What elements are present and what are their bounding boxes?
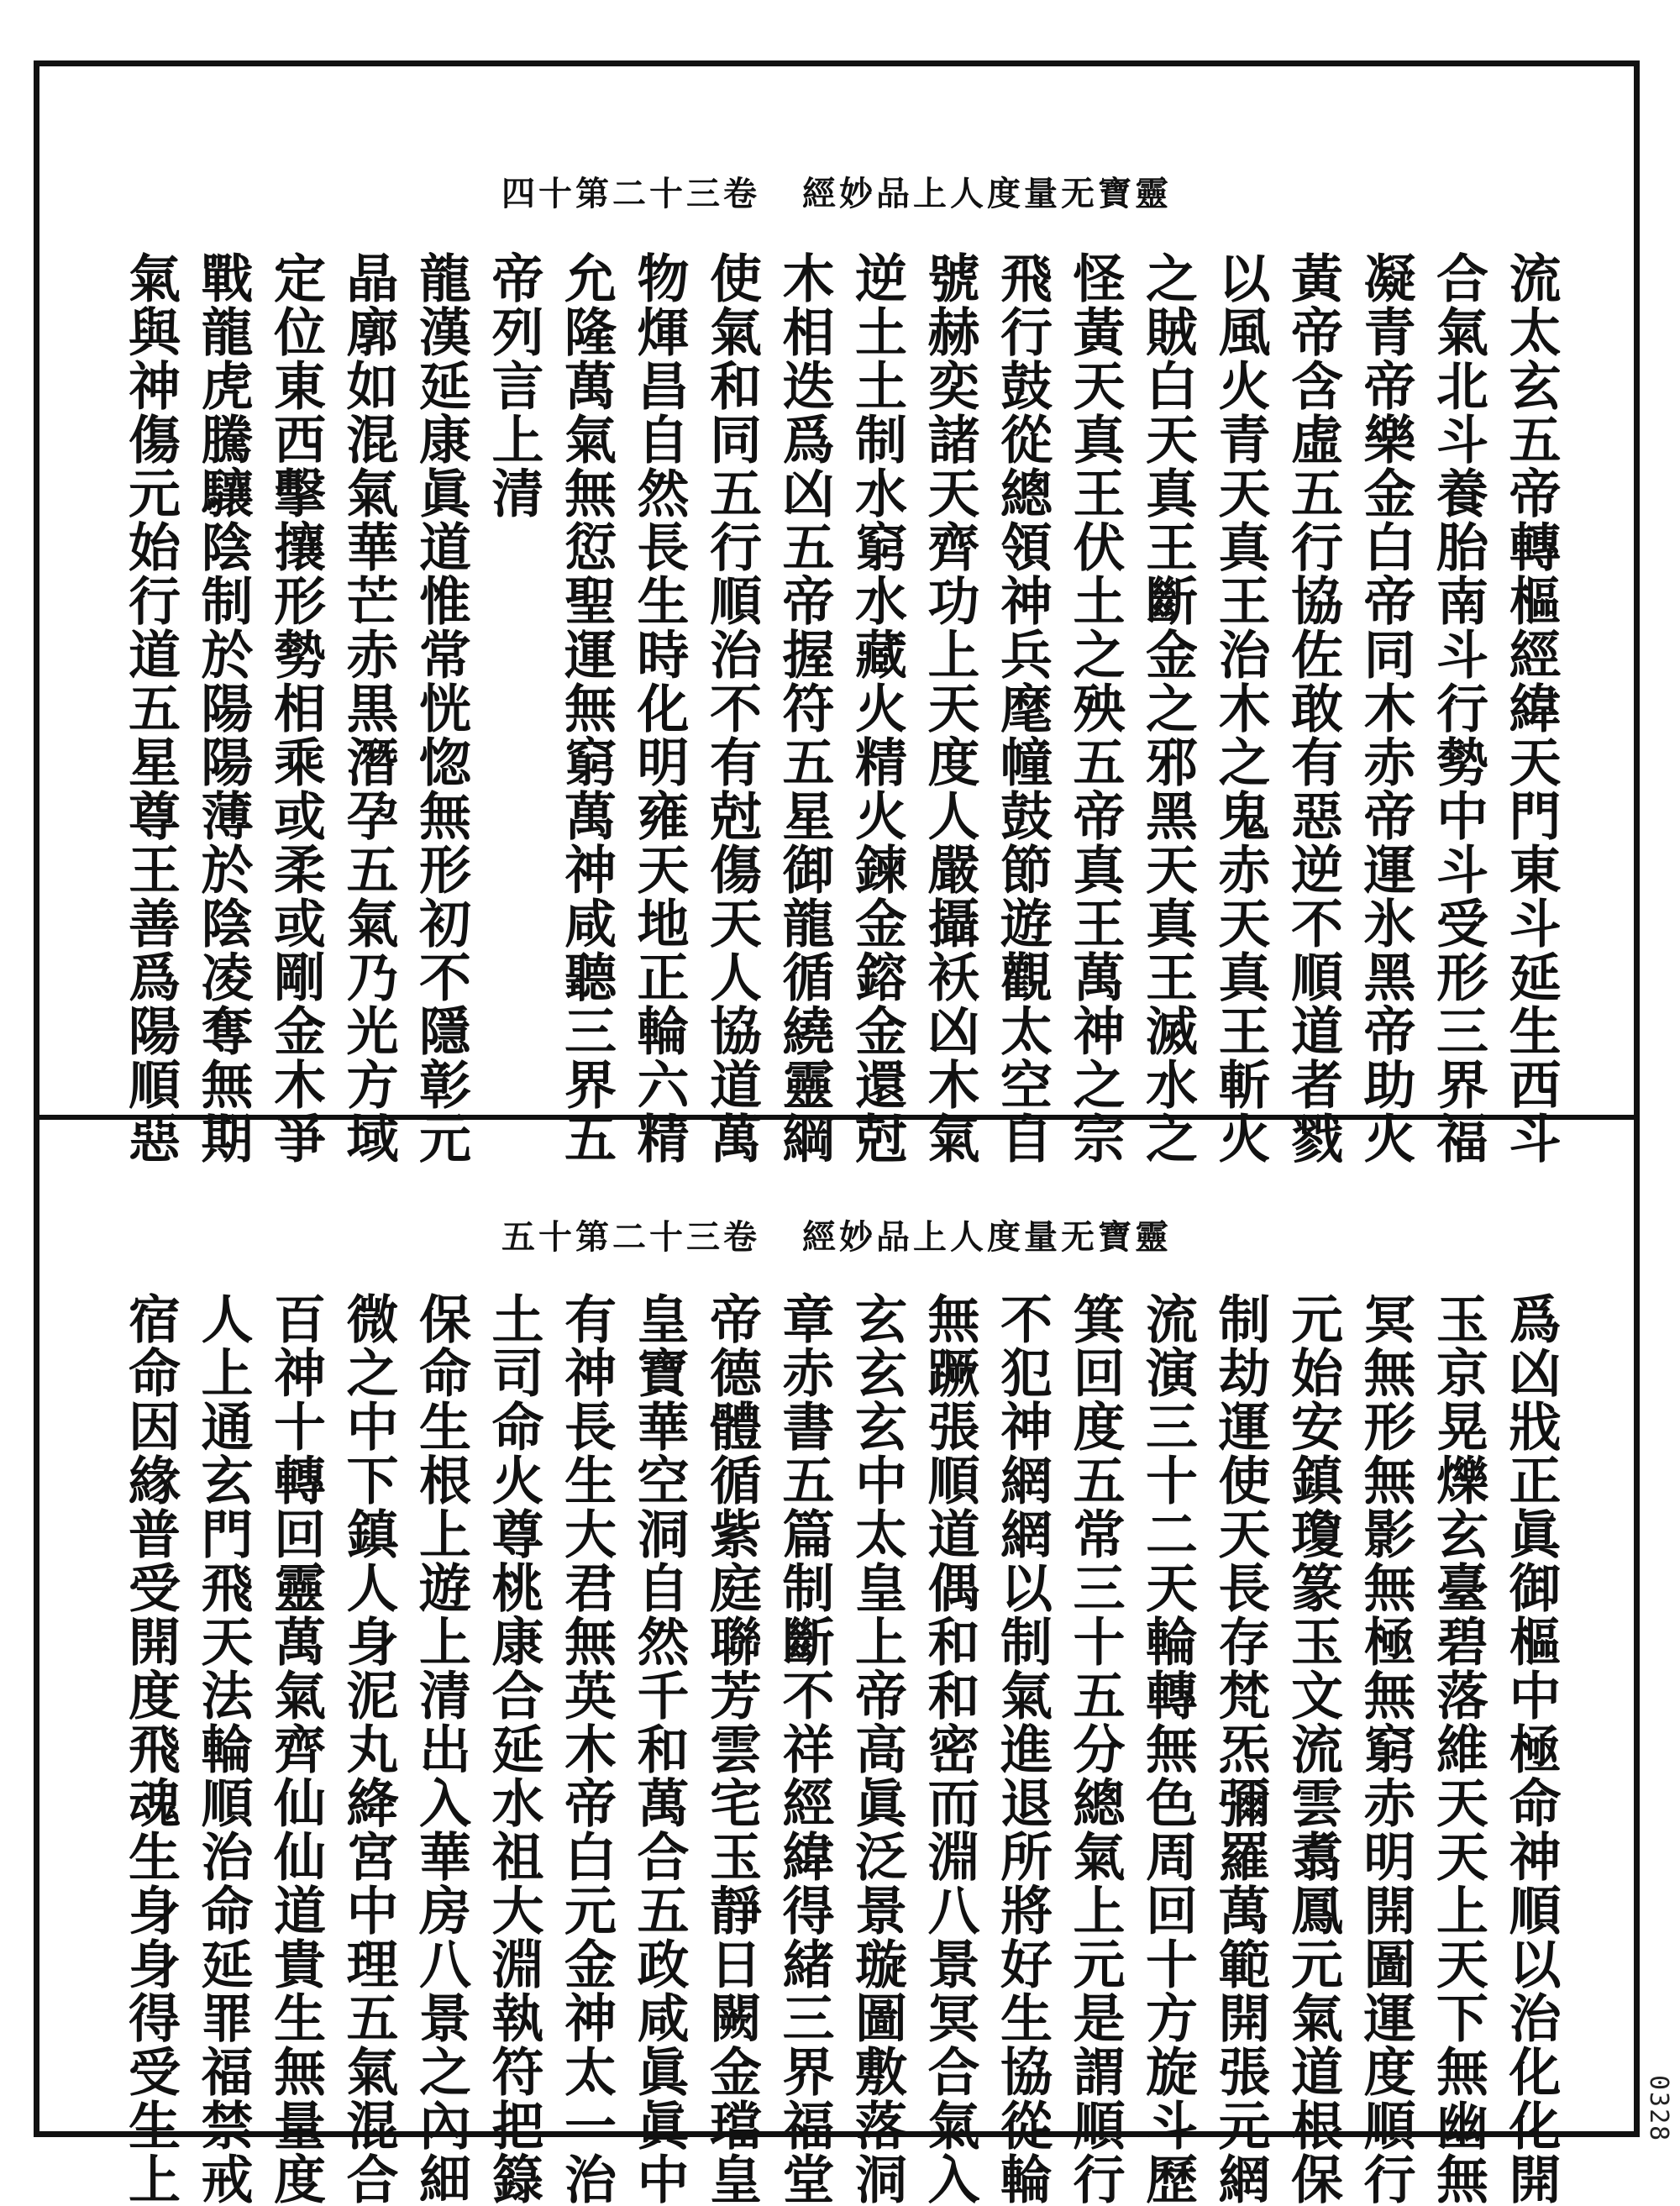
text-column: 逆土土制水窮水藏火精火鍊金鎔金還尅 (846, 251, 908, 1165)
page-number: 0328 (1644, 2075, 1673, 2143)
text-column: 流太玄五帝轉樞經緯天門東斗延生西斗 (1500, 251, 1562, 1165)
bottom-running-header (39, 1211, 1634, 1258)
text-column: 使氣和同五行順治不有尅傷天人協道萬 (701, 251, 763, 1165)
text-column: 氣與神傷元始行道五星尊王善爲陽順惡 (119, 251, 181, 1165)
text-column: 人上通玄門飛天法輪順治命延罪福禁戒 (192, 1292, 254, 2206)
bottom-panel (39, 1115, 1634, 2206)
text-column: 戰龍虎騰驤陰制於陽陽薄於陰凌奪無期 (192, 251, 254, 1165)
text-column: 飛行鼓從總領神兵麾幢鼓節遊觀太空自 (991, 251, 1053, 1165)
top-running-header (39, 167, 1634, 215)
text-column: 制劫運使天長存梵炁彌羅萬範開張元網 (1210, 1292, 1271, 2206)
text-column: 凝青帝樂金白帝同木赤帝運氷黑帝助火 (1355, 251, 1416, 1165)
text-column: 章赤書五篇制斷不祥經緯得緒三界福堂 (774, 1292, 835, 2206)
bottom-header-volume: 卷三十二第十五 (501, 1217, 760, 1257)
text-column: 黃帝含虛五行協佐敢有惡逆不順道者戮 (1282, 251, 1344, 1165)
text-column: 皇寶華空洞自然千和萬合五政咸眞眞中 (628, 1292, 690, 2206)
text-column: 土司命火尊桃康合延水祖大淵執符把籙 (483, 1292, 544, 2206)
text-column: 以風火青天真王治木之鬼赤天真王斬火 (1210, 251, 1271, 1165)
text-column: 不犯神網網以制氣進退所將好生協從輪 (991, 1292, 1053, 2206)
top-panel (39, 66, 1634, 1165)
text-column: 帝列言上清 (483, 251, 544, 520)
text-column: 流演三十二天輪轉無色周回十方旋斗歷 (1137, 1292, 1199, 2206)
text-column: 定位東西擊攘形勢相乘或柔或剛金木爭 (265, 251, 327, 1165)
text-column: 允隆萬氣無愆聖運無窮萬神咸聽三界五 (555, 251, 617, 1165)
text-column: 合氣北斗養胎南斗行勢中斗受形三界福 (1427, 251, 1489, 1165)
text-column: 物煇昌自然長生時化明雍天地正輪六精 (628, 251, 690, 1165)
text-column: 號赫奕諸天齊功上天度人嚴攝袄凶木氣 (919, 251, 980, 1165)
text-column: 玉京晃爍玄臺碧落維天天上天下無幽無 (1427, 1292, 1489, 2206)
bottom-header-title: 靈寶无量度人上品妙經 (802, 1217, 1172, 1257)
text-column: 無蹶張順道偶和和密而淵八景冥合氣入 (919, 1292, 980, 2206)
text-column: 龍漢延康眞道惟常恍惚無形初不隱彰元 (410, 251, 472, 1165)
top-body-text (107, 251, 1567, 1165)
text-column: 爲凶戕正眞御樞中極命神順以治化化開 (1500, 1292, 1562, 2206)
text-column: 百神十轉回靈萬氣齊仙仙道貴生無量度 (265, 1292, 327, 2206)
text-column: 怪黃天真王伏土之殃五帝真王萬神之宗 (1064, 251, 1126, 1165)
page-frame (34, 60, 1640, 2206)
top-header-title: 靈寶无量度人上品妙經 (802, 174, 1172, 213)
text-column: 玄玄玄中太皇上帝高眞泛景璇圖敷落洞 (846, 1292, 908, 2206)
text-column: 之賊白天真王斷金之邪黑天真王滅水之 (1137, 251, 1199, 1165)
top-header-volume: 卷三十二第十四 (501, 174, 760, 213)
text-column: 有神長生大君無英木帝白元金神太一治 (555, 1292, 617, 2206)
text-column: 木相迭爲凶五帝握符五星御龍循繞靈綱 (774, 251, 835, 1165)
bottom-body-text (107, 1292, 1567, 2206)
text-column: 晶廓如混氣華芒赤黒潛孕五氣乃光方域 (338, 251, 399, 1165)
text-column: 元始安鎮瓊篆玉文流雲翥鳳元氣道根保 (1282, 1292, 1344, 2206)
text-column: 微之中下鎮人身泥丸絳宮中理五氣混合 (338, 1292, 399, 2206)
text-column: 宿命因緣普受開度飛魂生身身得受生上 (119, 1292, 181, 2206)
text-column: 冥無形無影無極無窮赤明開圖運度順行 (1355, 1292, 1416, 2206)
text-column: 保命生根上遊上清出入華房八景之內細 (410, 1292, 472, 2206)
text-column: 帝德體循紫庭聯芳雲宅玉靜日闕金璫皇 (701, 1292, 763, 2206)
text-column: 箕回度五常三十五分總氣上元是謂順行 (1064, 1292, 1126, 2206)
